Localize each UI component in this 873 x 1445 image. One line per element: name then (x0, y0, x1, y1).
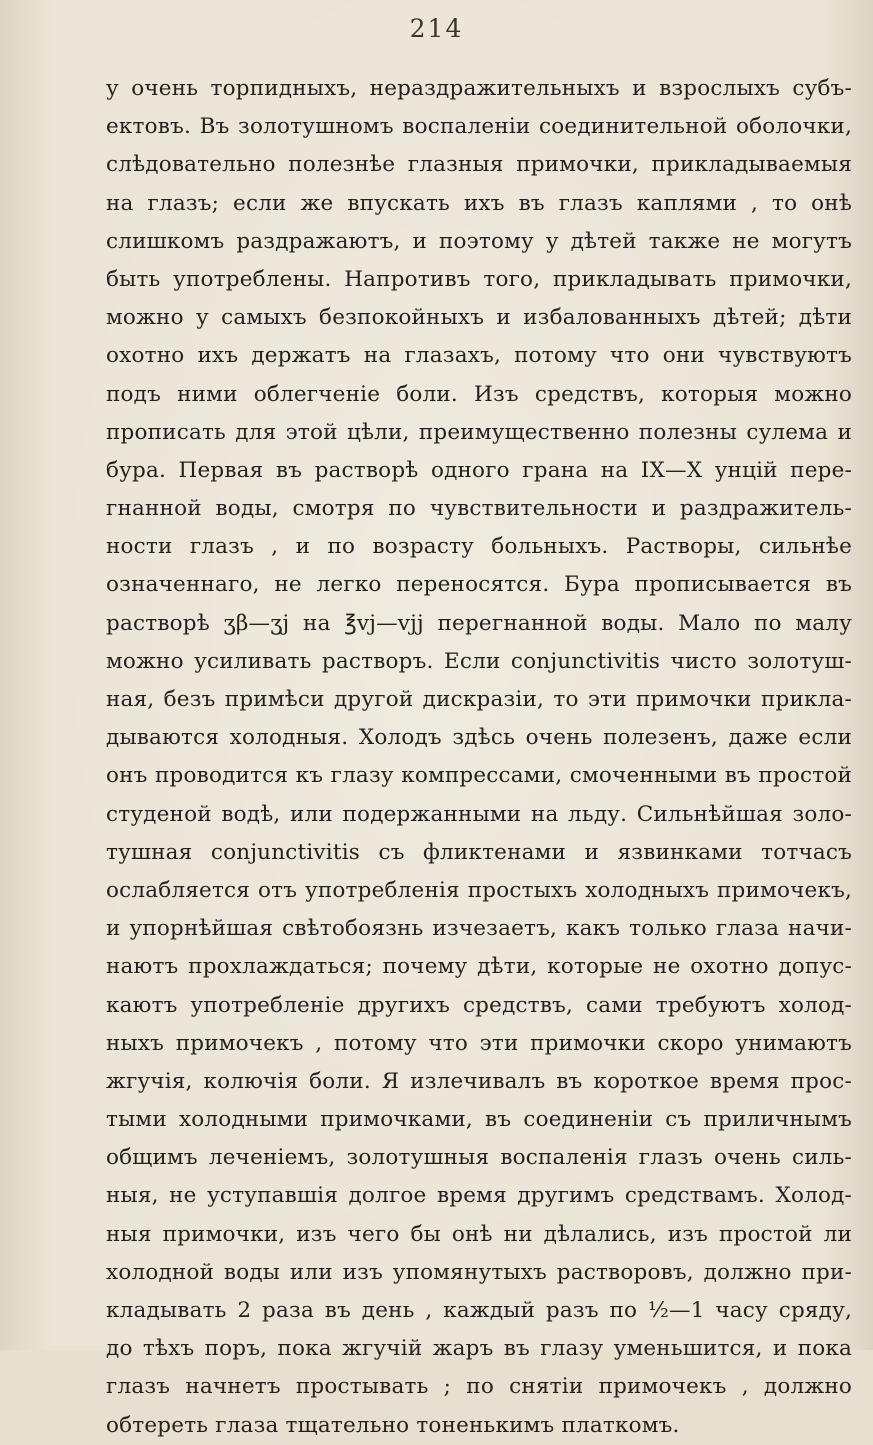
text-line: у очень торпидныхъ, нераздражительныхъ и взрослыхъ субъ- (106, 76, 852, 101)
text-line: жгучія, колючія боли. Я излечивалъ въ короткое время прос- (106, 1068, 852, 1094)
text-line: студеной водѣ, или подержанными на льду. Сильнѣйшая золо- (106, 801, 852, 827)
text-line: на глазъ; если же впускать ихъ въ глазъ каплями , то онѣ (106, 190, 852, 216)
text-line: ныя, не уступавшія долгое время другимъ средствамъ. Холод- (106, 1183, 852, 1209)
text-line: ныя примочки, изъ чего бы онѣ ни дѣлались, изъ простой ли (106, 1221, 852, 1247)
text-line: кладывать 2 раза въ день , каждый разъ по ½—1 часу сряду, (106, 1298, 852, 1323)
text-line: общимъ леченіемъ, золотушныя воспаленія глазъ очень силь- (106, 1145, 852, 1171)
text-line: ная, безъ примѣси другой дискразіи, то эти примочки прикла- (106, 687, 852, 712)
text-line: растворѣ ʒβ—ʒj на ℥vj—vjj перегнанной воды. Мало по малу (106, 610, 852, 636)
text-line: холодной воды или изъ упомянутыхъ растворовъ, должно при- (106, 1259, 852, 1285)
text-line: и упорнѣйшая свѣтобоязнь изчезаетъ, какъ только глаза начи- (106, 916, 852, 942)
text-line: можно усиливать растворъ. Если conjunctivitis чисто золотуш- (106, 648, 852, 674)
text-line: каютъ употребленіе другихъ средствъ, сами требуютъ холод- (106, 992, 852, 1018)
text-line: слишкомъ раздражаютъ, и поэтому у дѣтей также не могутъ (106, 228, 852, 254)
text-line: охотно ихъ держатъ на глазахъ, потому что они чувствуютъ (106, 343, 852, 369)
text-line: можно у самыхъ безпокойныхъ и избалованныхъ дѣтей; дѣти (106, 305, 852, 331)
text-line: ектовъ. Въ золотушномъ воспаленіи соединительной оболочки, (106, 114, 852, 140)
text-line: наютъ прохлаждаться; почему дѣти, которые не охотно допус- (106, 954, 852, 980)
text-line: прописать для этой цѣли, преимущественно полезны сулема и (106, 419, 852, 445)
text-line: ныхъ примочекъ , потому что эти примочки скоро унимаютъ (106, 1030, 852, 1056)
text-line: бура. Первая въ растворѣ одного грана на IX—X унцій пере- (106, 457, 852, 483)
text-line: быть употреблены. Напротивъ того, прикладывать примочки, (106, 266, 852, 292)
body-text (106, 70, 852, 1445)
text-line: означеннаго, не легко переносятся. Бура прописывается въ (106, 572, 852, 598)
text-line: ослабляется отъ употребленія простыхъ холодныхъ примочекъ, (106, 877, 852, 903)
text-line: онъ проводится къ глазу компрессами, смоченными въ простой (106, 763, 852, 789)
page-number: 214 (409, 14, 464, 43)
text-line: тушная conjunctivitis съ фликтенами и язвинками тотчасъ (106, 839, 852, 865)
text-line: до тѣхъ поръ, пока жгучій жаръ въ глазу уменьшится, и пока (106, 1336, 852, 1362)
text-line: ности глазъ , и по возрасту больныхъ. Растворы, сильнѣе (106, 534, 852, 560)
text-line: дываются холодныя. Холодъ здѣсь очень полезенъ, даже если (106, 725, 852, 751)
text-line: глазъ начнетъ простывать ; по снятіи примочекъ , должно (106, 1374, 852, 1400)
text-line: гнанной воды, смотря по чувствительности и раздражитель- (106, 496, 852, 522)
text-line-last: обтереть глаза тщательно тоненькимъ платкомъ. (106, 1412, 680, 1438)
text-line: тыми холодными примочками, въ соединеніи съ приличнымъ (106, 1107, 852, 1133)
text-line: подъ ними облегченіе боли. Изъ средствъ, которыя можно (106, 381, 852, 407)
text-line: слѣдовательно полезнѣе глазныя примочки, прикладываемыя (106, 152, 852, 178)
